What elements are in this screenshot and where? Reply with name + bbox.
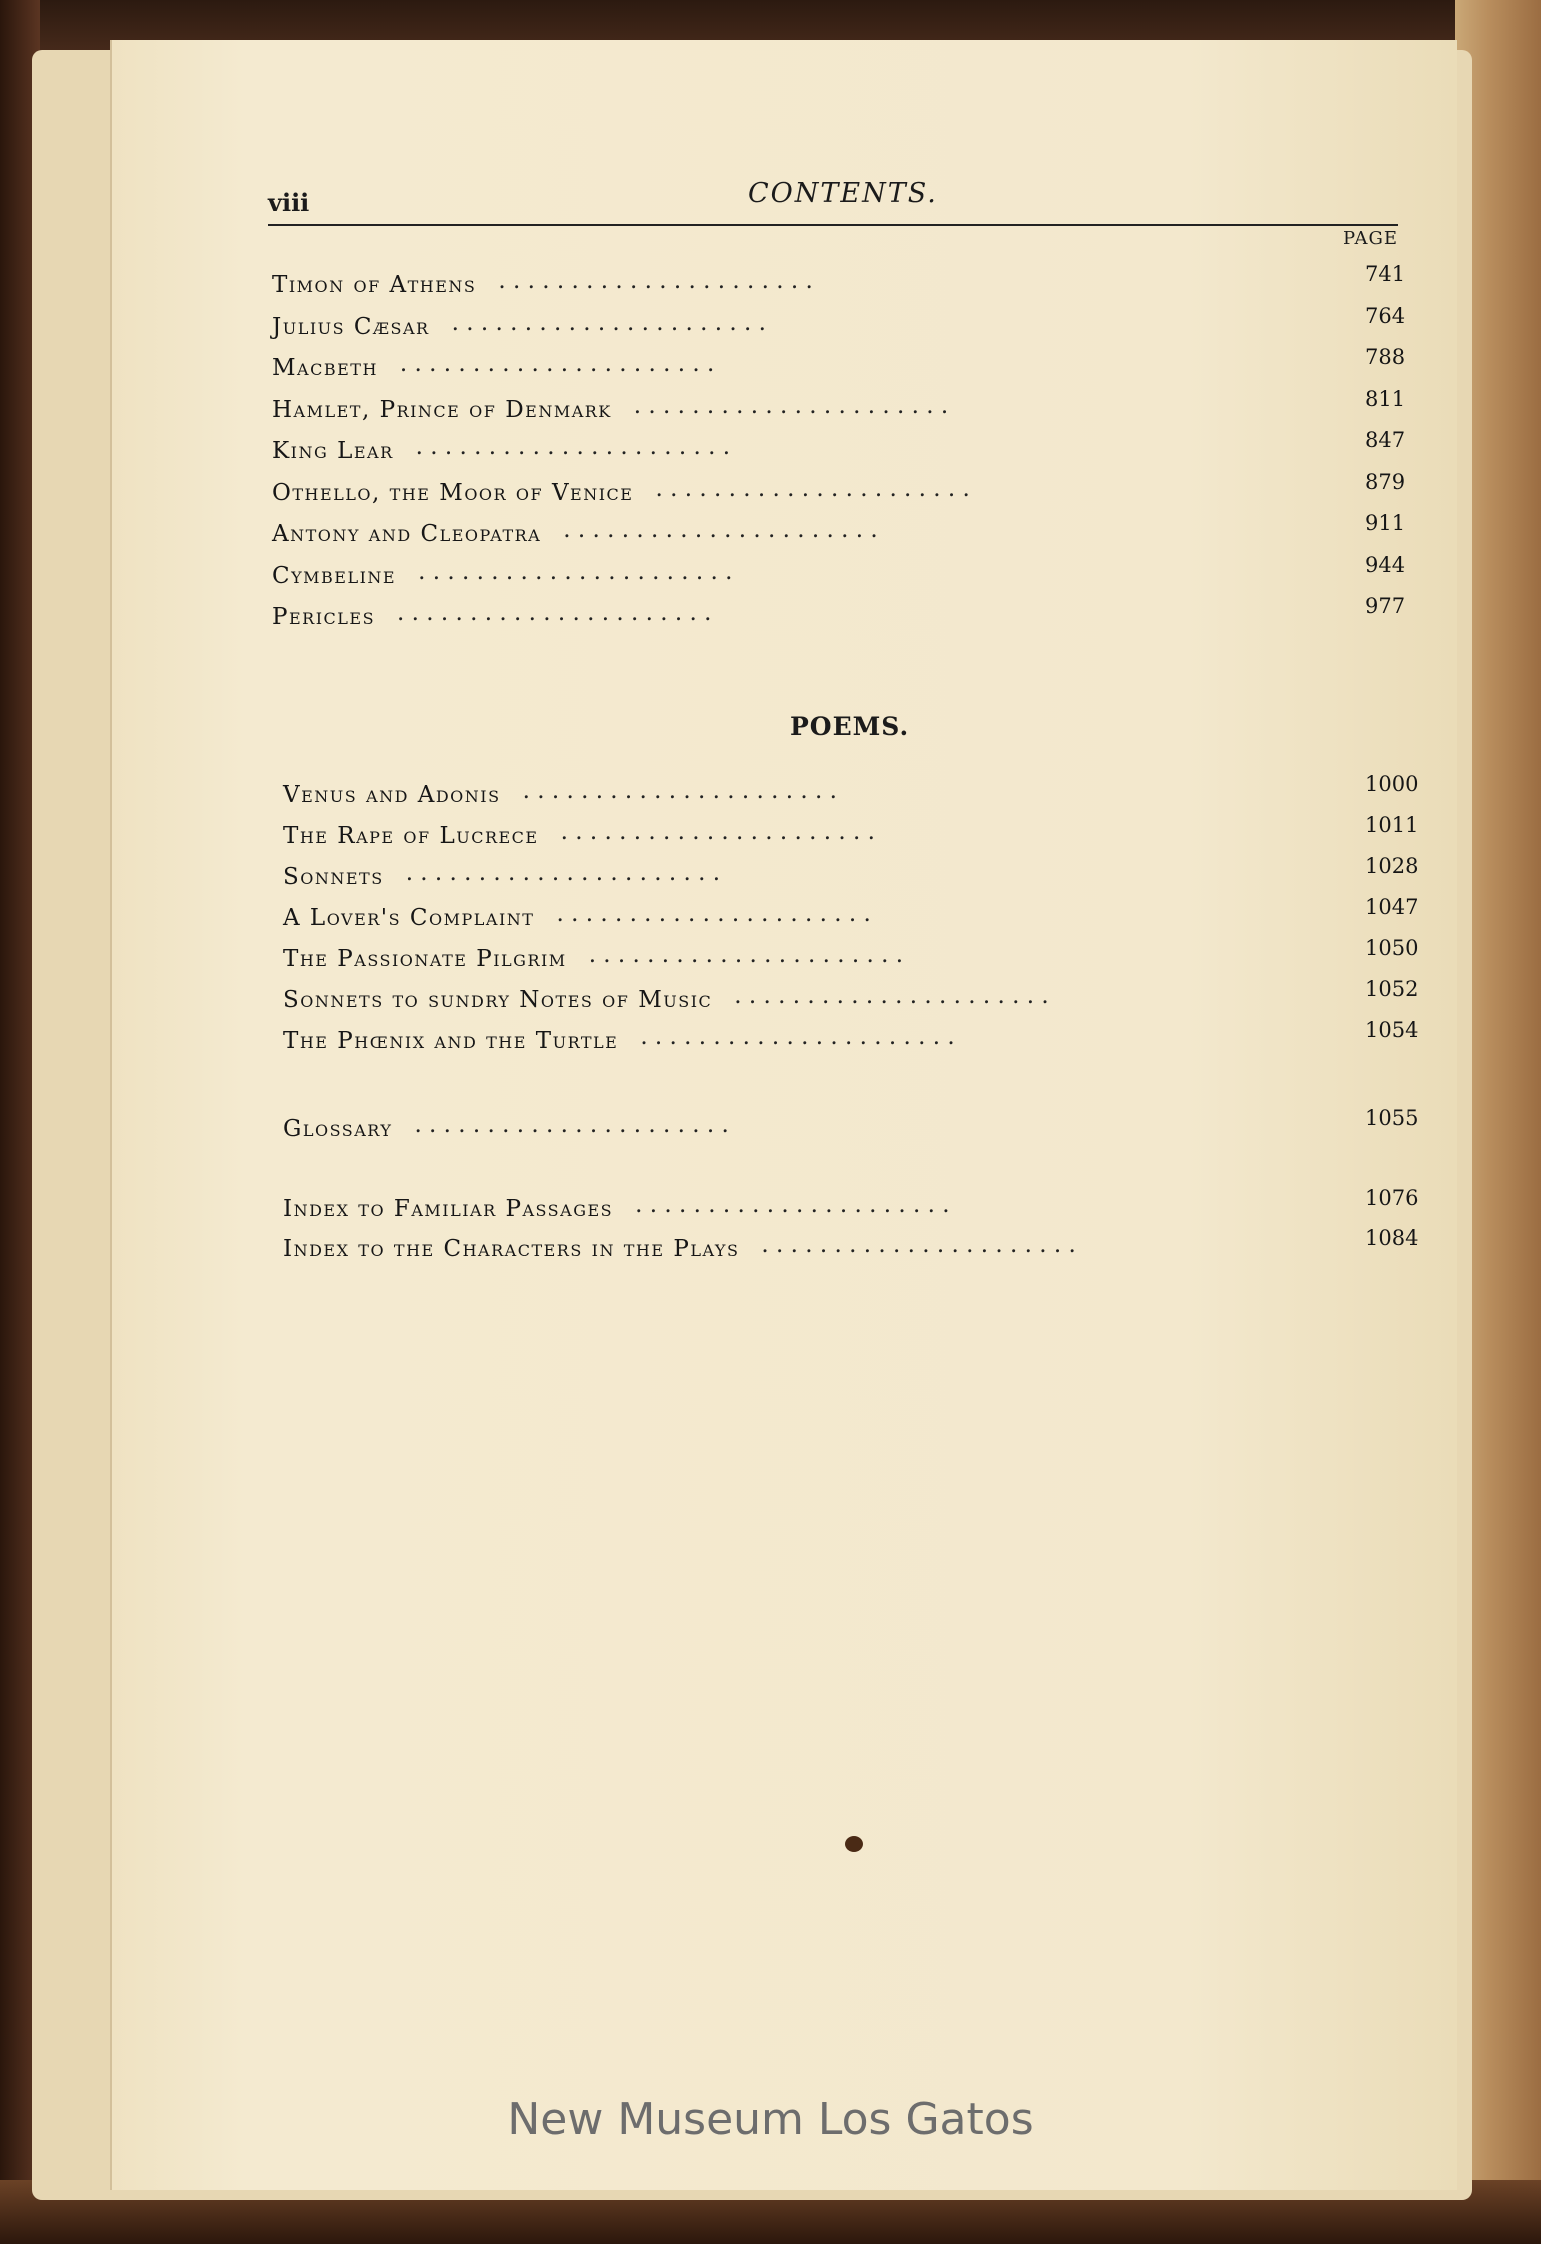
toc-entry-title: A Lover's Complaint — [283, 905, 535, 931]
toc-entry-title: Antony and Cleopatra — [272, 521, 542, 547]
toc-entry-page: 944 — [1365, 552, 1406, 577]
toc-entry-title: Venus and Adonis — [283, 782, 501, 808]
toc-entry-title: Index to Familiar Passages — [283, 1196, 614, 1222]
toc-entry-page: 1011 — [1365, 813, 1419, 837]
dot-leader: . . . . . . . . . . . . . . . . . . . . . . — [451, 309, 766, 336]
dot-leader: . . . . . . . . . . . . . . . . . . . . . . — [560, 819, 875, 845]
toc-entry-title: The Passionate Pilgrim — [283, 946, 567, 972]
toc-entry-page: 811 — [1365, 386, 1406, 411]
toc-entry-page: 847 — [1365, 428, 1406, 452]
dot-leader: . . . . . . . . . . . . . . . . . . . . . . — [761, 1232, 1076, 1258]
dot-leader: . . . . . . . . . . . . . . . . . . . . . . — [655, 475, 970, 502]
toc-entry-title: The Phœnix and the Turtle — [283, 1028, 619, 1054]
toc-entry-title: King Lear — [272, 438, 394, 464]
toc-entry-page: 764 — [1365, 303, 1406, 328]
toc-entry-title: Glossary — [283, 1116, 393, 1142]
toc-entry-title: Index to the Characters in the Plays — [283, 1236, 740, 1262]
dot-leader: . . . . . . . . . . . . . . . . . . . . . . — [414, 1112, 729, 1138]
dot-leader: . . . . . . . . . . . . . . . . . . . . . . — [498, 268, 813, 294]
toc-entry-title: Hamlet, Prince of Denmark — [272, 396, 612, 423]
dot-leader: . . . . . . . . . . . . . . . . . . . . . . — [418, 558, 733, 585]
dot-leader: . . . . . . . . . . . . . . . . . . . . . . — [588, 942, 904, 968]
toc-entry-page: 1052 — [1365, 977, 1419, 1001]
toc-entry-page: 1028 — [1365, 854, 1419, 878]
toc-entry-page: 1084 — [1365, 1226, 1419, 1250]
toc-entry-title: Macbeth — [272, 355, 378, 381]
dot-leader: . . . . . . . . . . . . . . . . . . . . . . — [405, 860, 721, 886]
page-header — [268, 178, 1398, 226]
poems-heading: POEMS. — [790, 712, 910, 741]
toc-entry-title: The Rape of Lucrece — [283, 823, 539, 849]
dot-leader: . . . . . . . . . . . . . . . . . . . . . . — [633, 392, 949, 419]
toc-entry-title: Timon of Athens — [272, 272, 477, 298]
toc-entry-page: 1000 — [1365, 772, 1419, 796]
dot-leader: . . . . . . . . . . . . . . . . . . . . . . — [415, 434, 731, 460]
toc-entry-title: Sonnets — [283, 864, 384, 890]
page-column-label: PAGE — [1343, 228, 1398, 249]
toc-entry-page: 1054 — [1365, 1018, 1419, 1042]
toc-entry-page: 1047 — [1365, 895, 1419, 919]
dot-leader: . . . . . . . . . . . . . . . . . . . . . . — [640, 1024, 955, 1050]
toc-entry-title: Othello, the Moor of Venice — [272, 479, 634, 506]
dot-leader: . . . . . . . . . . . . . . . . . . . . . . — [397, 600, 712, 626]
dot-leader: . . . . . . . . . . . . . . . . . . . . . . — [563, 517, 878, 543]
toc-entry-page: 911 — [1365, 511, 1406, 535]
running-head: CONTENTS. — [748, 178, 938, 209]
toc-entry-title: Julius Cæsar — [272, 313, 430, 340]
toc-entry-title: Pericles — [272, 604, 376, 630]
toc-entry-page: 1050 — [1365, 936, 1419, 960]
watermark: New Museum Los Gatos — [507, 2094, 1034, 2145]
dot-leader: . . . . . . . . . . . . . . . . . . . . . . — [734, 983, 1049, 1009]
dot-leader: . . . . . . . . . . . . . . . . . . . . . . — [556, 901, 871, 927]
toc-entry-page: 977 — [1365, 594, 1406, 618]
toc-entry-page: 1055 — [1365, 1106, 1419, 1130]
toc-entry-page: 1076 — [1365, 1186, 1419, 1210]
dot-leader: . . . . . . . . . . . . . . . . . . . . . . — [399, 351, 715, 377]
page-folio: viii — [268, 188, 310, 217]
dot-leader: . . . . . . . . . . . . . . . . . . . . . . — [522, 778, 837, 804]
dot-leader: . . . . . . . . . . . . . . . . . . . . . . — [635, 1192, 950, 1218]
ink-stain — [845, 1836, 863, 1852]
toc-entry-page: 788 — [1365, 345, 1406, 369]
toc-entry-title: Cymbeline — [272, 562, 397, 589]
toc-entry-title: Sonnets to sundry Notes of Music — [283, 987, 713, 1013]
toc-entry-page: 879 — [1365, 469, 1406, 494]
toc-entry-page: 741 — [1365, 262, 1406, 286]
